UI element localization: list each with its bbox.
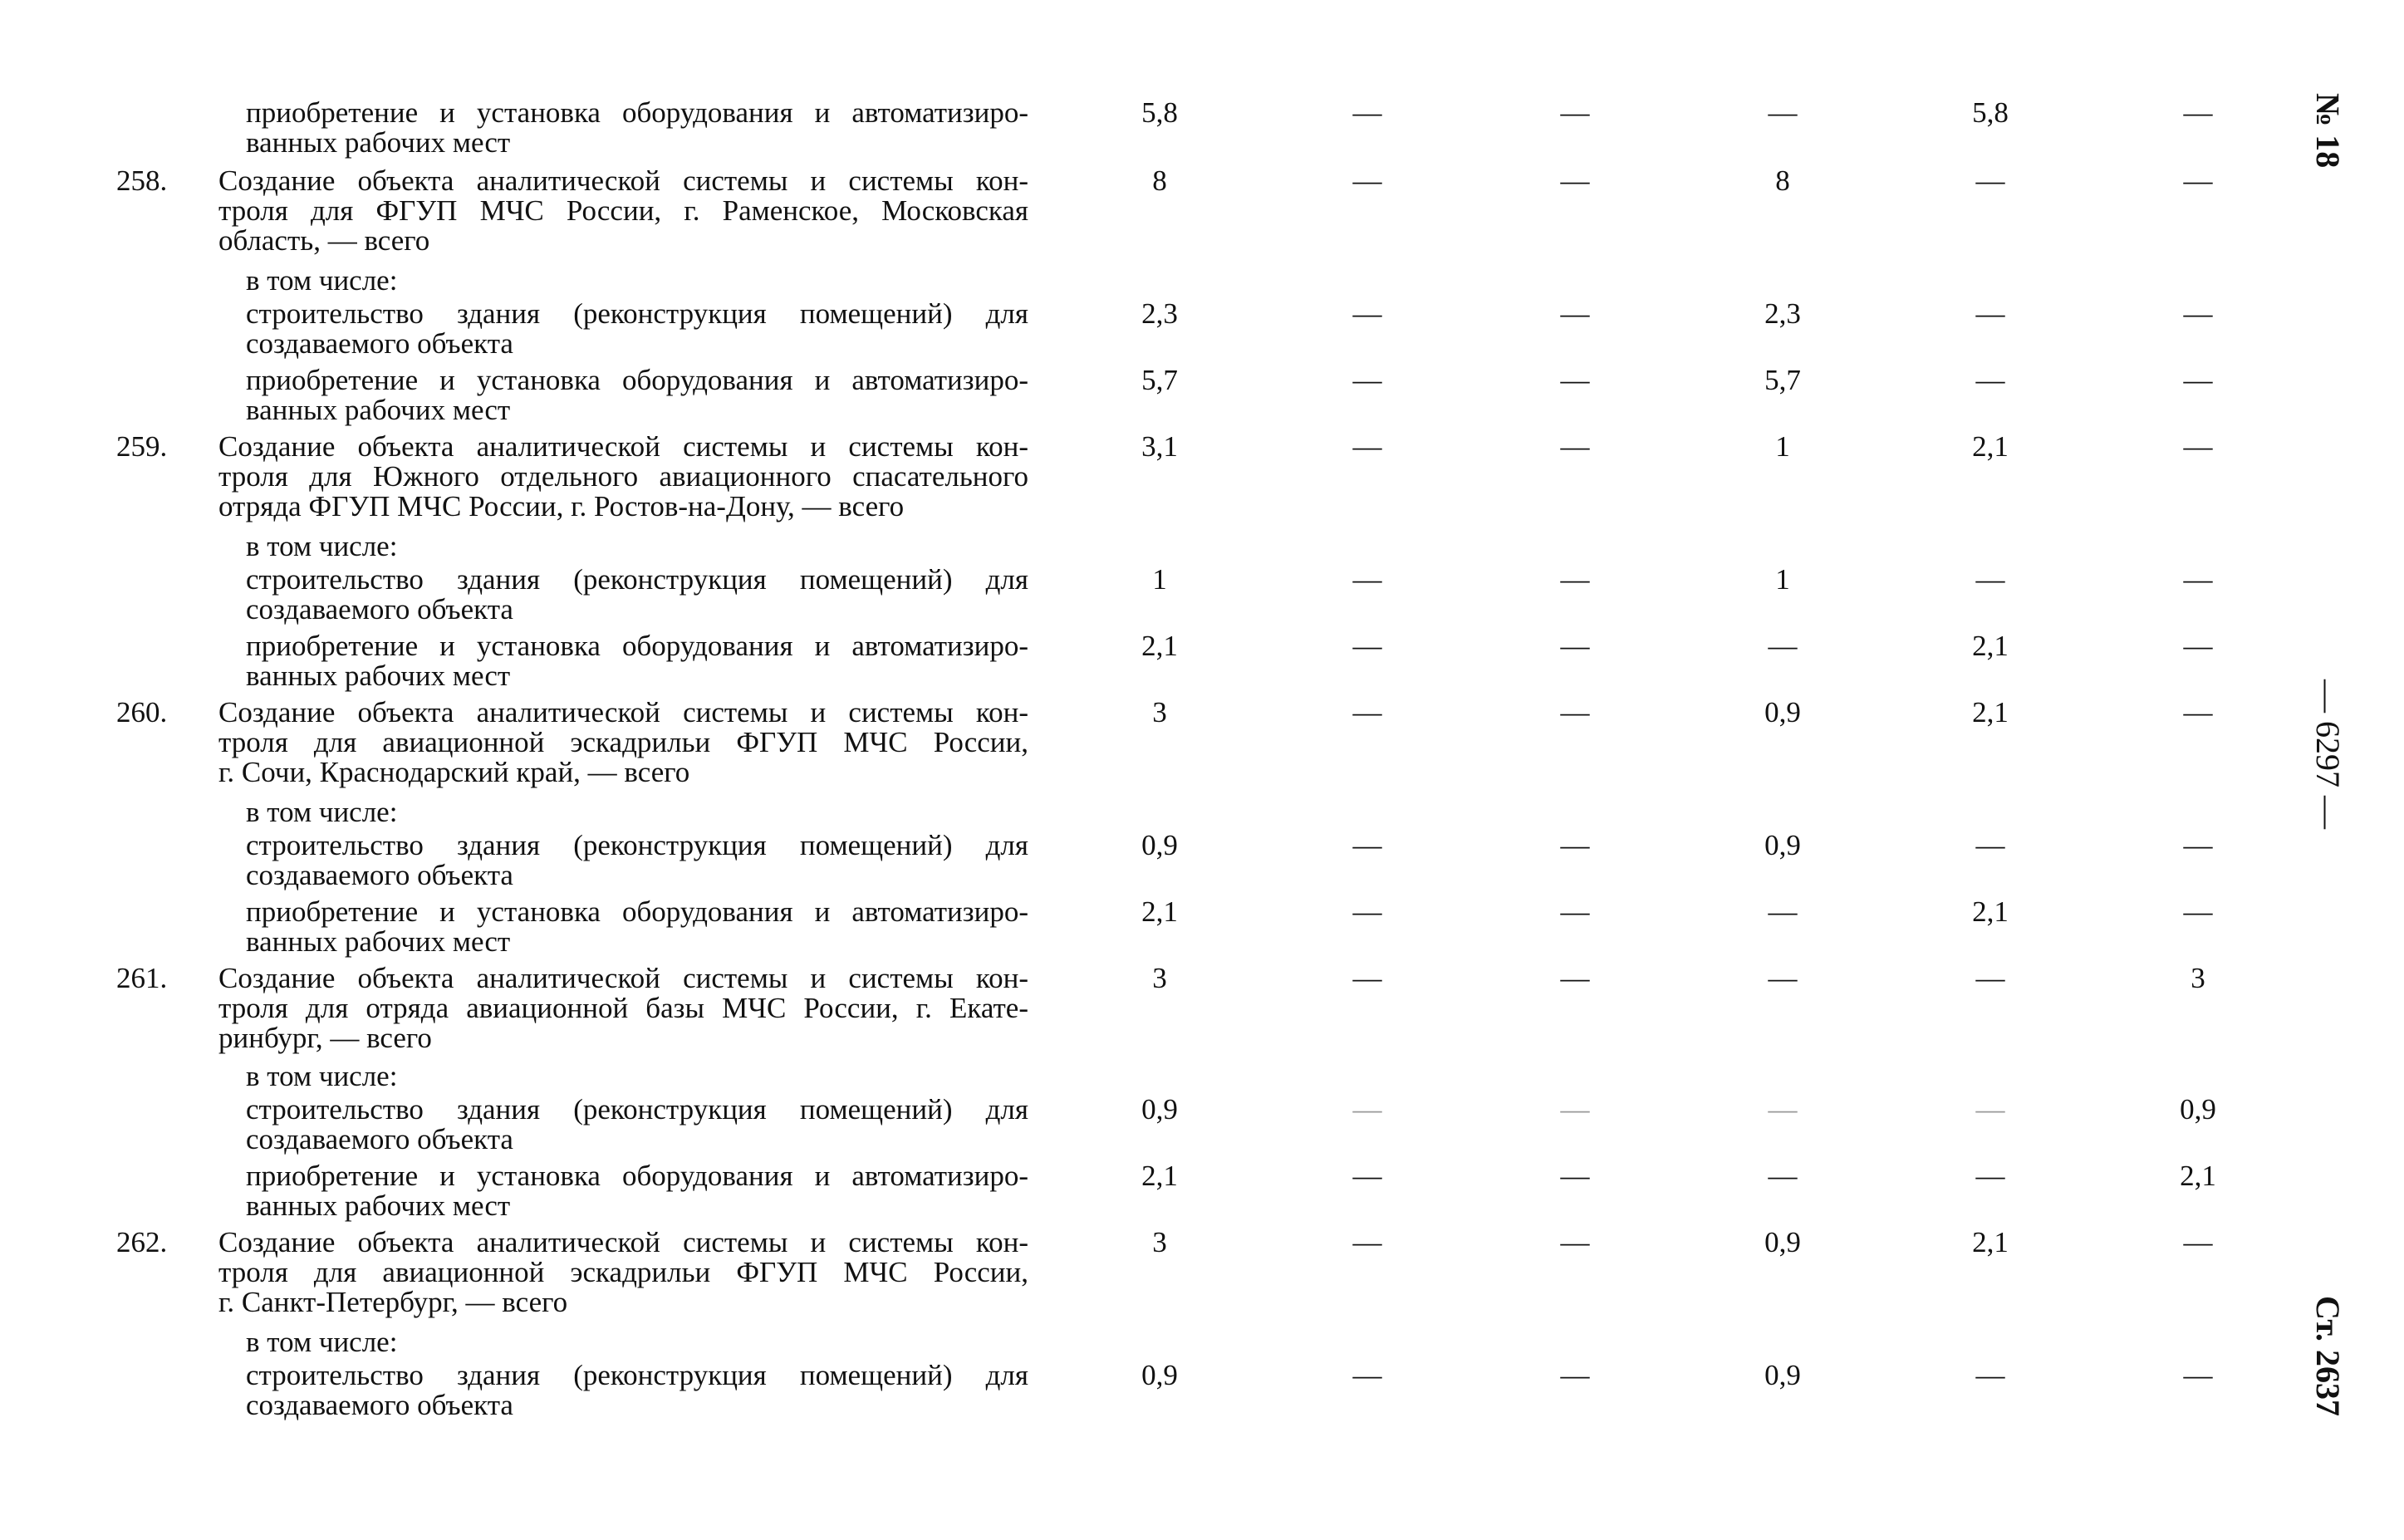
value-cell: — (1560, 1160, 1590, 1192)
description-line: в том числе: (246, 530, 398, 562)
value-cell: — (1975, 829, 2005, 861)
value-cell: — (2183, 1226, 2213, 1258)
value-cell: — (1560, 1359, 1590, 1391)
value-cell: — (1352, 96, 1382, 129)
row-description (246, 365, 1028, 425)
value-cell: — (1560, 630, 1590, 662)
value-cell: — (2183, 829, 2213, 861)
description-line: создаваемого объекта (246, 1123, 513, 1155)
value-cell: — (1352, 1226, 1382, 1258)
value-cell: 2,1 (1972, 1226, 2009, 1258)
value-cell: — (1768, 96, 1798, 129)
value-cell: — (1352, 630, 1382, 662)
description-line: Создание объекта аналитической системы и системы кон- (218, 430, 1028, 463)
description-line: в том числе: (246, 1326, 398, 1358)
value-cell: 5,8 (1141, 96, 1178, 129)
value-cell: — (1560, 563, 1590, 596)
description-line: г. Санкт-Петербург, — всего (218, 1286, 568, 1318)
value-cell: — (2183, 430, 2213, 463)
row-description (246, 831, 1028, 890)
description-line: Создание объекта аналитической системы и системы кон- (218, 164, 1028, 197)
subgroup-label (246, 1327, 1028, 1357)
value-cell: — (2183, 895, 2213, 928)
row-description (246, 98, 1028, 158)
description-line: создаваемого объекта (246, 327, 513, 360)
description-line: Создание объекта аналитической системы и системы кон- (218, 1226, 1028, 1258)
value-cell: 1 (1775, 563, 1790, 596)
article-number: Ст. 2637 (2309, 1296, 2347, 1416)
value-cell: 0,9 (1141, 1359, 1178, 1391)
value-cell: 0,9 (1141, 829, 1178, 861)
description-line: троля для отряда авиационной базы МЧС России, г. Екате- (218, 992, 1028, 1024)
row-number: 259. (116, 430, 168, 463)
value-cell: — (1975, 962, 2005, 994)
value-cell: 5,7 (1141, 364, 1178, 396)
description-line: создаваемого объекта (246, 593, 513, 625)
value-cell: — (1560, 696, 1590, 728)
description-line: строительство здания (реконструкция помещений) для (246, 1359, 1028, 1391)
description-line: строительство здания (реконструкция помещений) для (246, 563, 1028, 596)
value-cell: — (1352, 962, 1382, 994)
value-cell: — (1975, 297, 2005, 330)
value-cell: — (1975, 364, 2005, 396)
description-line: приобретение и установка оборудования и автоматизиро- (246, 895, 1028, 928)
value-cell: — (2183, 364, 2213, 396)
description-line: ванных рабочих мест (246, 1189, 511, 1222)
row-description (246, 1361, 1028, 1420)
value-cell: — (2183, 563, 2213, 596)
row-description (218, 1228, 1028, 1317)
page-number: — 6297 — (2309, 679, 2347, 829)
value-cell: — (1975, 563, 2005, 596)
value-cell: — (1352, 430, 1382, 463)
value-cell: — (2183, 297, 2213, 330)
value-cell: 3 (2191, 962, 2205, 994)
value-cell: — (1352, 297, 1382, 330)
value-cell: — (1560, 962, 1590, 994)
description-line: троля для авиационной эскадрильи ФГУП МЧС России, (218, 1256, 1028, 1288)
description-line: в том числе: (246, 796, 398, 828)
value-cell: — (1352, 1359, 1382, 1391)
value-cell: — (1768, 630, 1798, 662)
description-line: строительство здания (реконструкция помещений) для (246, 1093, 1028, 1126)
value-cell: 2,1 (1141, 630, 1178, 662)
value-cell: — (1975, 164, 2005, 197)
description-line: ванных рабочих мест (246, 126, 511, 159)
value-cell: 5,8 (1972, 96, 2009, 129)
value-cell: 2,1 (1141, 1160, 1178, 1192)
value-cell: 2,3 (1141, 297, 1178, 330)
description-line: троля для ФГУП МЧС России, г. Раменское, Московская (218, 194, 1028, 227)
description-line: область, — всего (218, 224, 430, 257)
value-cell: — (1352, 364, 1382, 396)
value-cell: 0,9 (1764, 696, 1801, 728)
value-cell: — (1560, 829, 1590, 861)
description-line: в том числе: (246, 1060, 398, 1092)
value-cell: — (1352, 829, 1382, 861)
description-line: г. Сочи, Краснодарский край, — всего (218, 756, 690, 788)
value-cell: — (1352, 1160, 1382, 1192)
subgroup-label (246, 1062, 1028, 1091)
row-description (246, 1095, 1028, 1155)
value-cell: 5,7 (1764, 364, 1801, 396)
value-cell: 1 (1775, 430, 1790, 463)
row-description (218, 964, 1028, 1053)
description-line: создаваемого объекта (246, 859, 513, 891)
row-description (246, 299, 1028, 359)
value-cell: 8 (1775, 164, 1790, 197)
value-cell: 2,1 (1972, 630, 2009, 662)
value-cell: 3 (1152, 962, 1167, 994)
value-cell: — (1352, 1093, 1382, 1126)
description-line: троля для авиационной эскадрильи ФГУП МЧС России, (218, 726, 1028, 758)
value-cell: — (1560, 430, 1590, 463)
row-description (246, 1161, 1028, 1221)
value-cell: 2,1 (1972, 895, 2009, 928)
row-number: 262. (116, 1226, 168, 1258)
value-cell: 3 (1152, 696, 1167, 728)
value-cell: 2,1 (2180, 1160, 2216, 1192)
value-cell: — (1975, 1093, 2005, 1126)
value-cell: 2,1 (1972, 696, 2009, 728)
value-cell: 0,9 (1141, 1093, 1178, 1126)
row-description (246, 631, 1028, 691)
value-cell: — (1768, 895, 1798, 928)
value-cell: 3,1 (1141, 430, 1178, 463)
row-number: 260. (116, 696, 168, 728)
value-cell: 0,9 (1764, 1226, 1801, 1258)
description-line: троля для Южного отдельного авиационного спасательного (218, 460, 1028, 493)
description-line: ванных рабочих мест (246, 660, 511, 692)
value-cell: — (1768, 1093, 1798, 1126)
row-number: 261. (116, 962, 168, 994)
value-cell: 8 (1152, 164, 1167, 197)
description-line: приобретение и установка оборудования и автоматизиро- (246, 96, 1028, 129)
value-cell: — (2183, 1359, 2213, 1391)
description-line: ванных рабочих мест (246, 925, 511, 958)
value-cell: 1 (1152, 563, 1167, 596)
value-cell: — (1768, 962, 1798, 994)
issue-number: № 18 (2309, 93, 2347, 169)
value-cell: 3 (1152, 1226, 1167, 1258)
description-line: Создание объекта аналитической системы и системы кон- (218, 696, 1028, 728)
row-description (218, 432, 1028, 522)
value-cell: — (1560, 297, 1590, 330)
value-cell: 0,9 (2180, 1093, 2216, 1126)
row-number: 258. (116, 164, 168, 197)
value-cell: — (1560, 164, 1590, 197)
value-cell: — (1975, 1359, 2005, 1391)
value-cell: — (1975, 1160, 2005, 1192)
value-cell: 2,3 (1764, 297, 1801, 330)
subgroup-label (246, 266, 1028, 296)
value-cell: 2,1 (1972, 430, 2009, 463)
value-cell: — (1768, 1160, 1798, 1192)
value-cell: — (2183, 696, 2213, 728)
description-line: создаваемого объекта (246, 1389, 513, 1421)
value-cell: — (1560, 1093, 1590, 1126)
row-description (246, 565, 1028, 625)
description-line: Создание объекта аналитической системы и системы кон- (218, 962, 1028, 994)
value-cell: — (1560, 1226, 1590, 1258)
subgroup-label (246, 797, 1028, 827)
description-line: ванных рабочих мест (246, 394, 511, 426)
value-cell: 0,9 (1764, 829, 1801, 861)
description-line: строительство здания (реконструкция помещений) для (246, 297, 1028, 330)
description-line: приобретение и установка оборудования и автоматизиро- (246, 630, 1028, 662)
value-cell: — (2183, 96, 2213, 129)
value-cell: — (1352, 696, 1382, 728)
row-description (218, 698, 1028, 787)
value-cell: — (2183, 164, 2213, 197)
description-line: приобретение и установка оборудования и автоматизиро- (246, 1160, 1028, 1192)
row-description (218, 166, 1028, 256)
description-line: ринбург, — всего (218, 1022, 432, 1054)
description-line: строительство здания (реконструкция помещений) для (246, 829, 1028, 861)
value-cell: — (2183, 630, 2213, 662)
row-description (246, 897, 1028, 957)
value-cell: — (1352, 563, 1382, 596)
description-line: в том числе: (246, 264, 398, 297)
value-cell: — (1560, 895, 1590, 928)
value-cell: 2,1 (1141, 895, 1178, 928)
value-cell: — (1352, 895, 1382, 928)
description-line: приобретение и установка оборудования и автоматизиро- (246, 364, 1028, 396)
value-cell: 0,9 (1764, 1359, 1801, 1391)
subgroup-label (246, 532, 1028, 562)
description-line: отряда ФГУП МЧС России, г. Ростов-на-Дону, — всего (218, 490, 905, 522)
value-cell: — (1560, 96, 1590, 129)
value-cell: — (1352, 164, 1382, 197)
value-cell: — (1560, 364, 1590, 396)
